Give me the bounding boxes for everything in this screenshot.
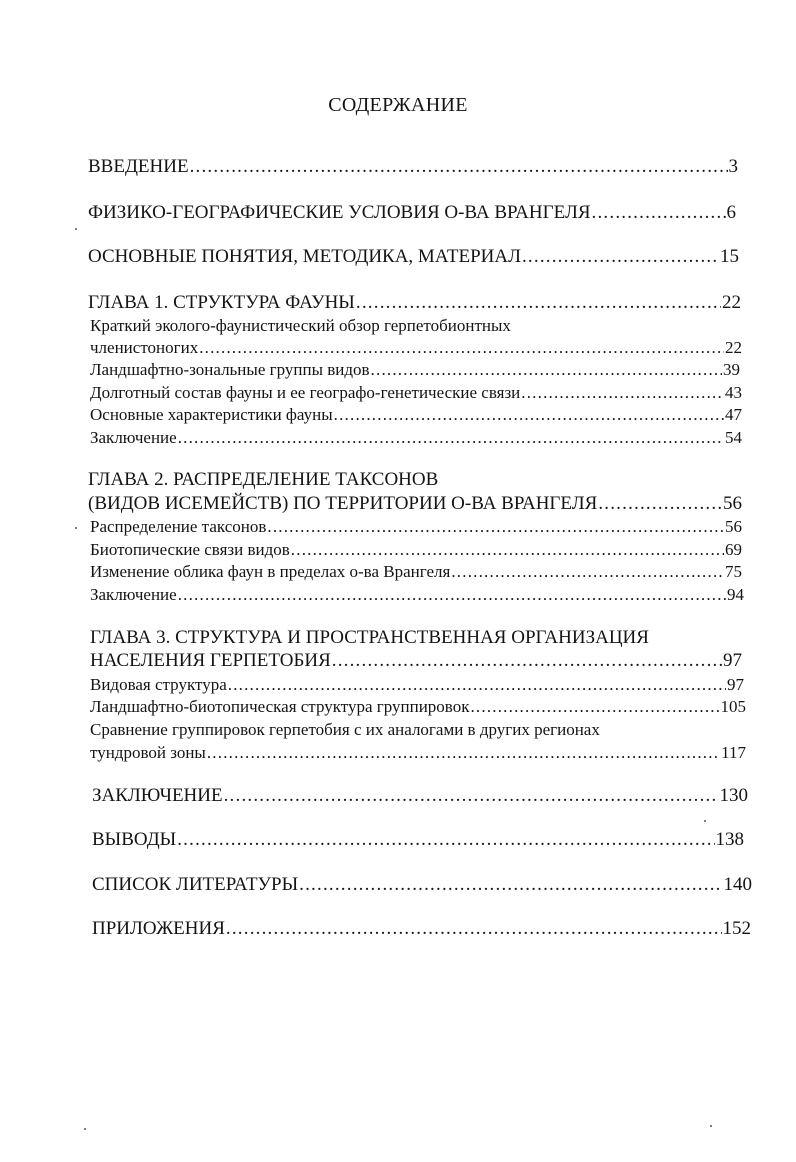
toc-entry-appendices <box>92 918 751 940</box>
toc-label: членистоногих <box>90 338 199 357</box>
toc-page: 43 <box>725 383 742 402</box>
toc-page: 56 <box>723 493 742 514</box>
toc-label: тундровой зоны <box>90 743 206 762</box>
toc-subentry <box>90 539 742 561</box>
toc-subentry <box>90 427 742 449</box>
toc-page: 105 <box>720 697 746 716</box>
scan-speck <box>75 228 77 230</box>
toc-subentry <box>90 516 742 538</box>
toc-entry-methods <box>88 246 739 268</box>
toc-page: 117 <box>721 743 746 762</box>
toc-page: 140 <box>723 874 752 895</box>
toc-subentry <box>90 382 742 404</box>
toc-label: ФИЗИКО-ГЕОГРАФИЧЕСКИЕ УСЛОВИЯ О-ВА ВРАНГЕЛЯ <box>88 202 591 223</box>
toc-label: Долготный состав фауны и ее географо-генетические связи <box>90 383 521 402</box>
dot-leader <box>451 561 724 583</box>
toc-chapter-2-line: ГЛАВА 2. РАСПРЕДЕЛЕНИЕ ТАКСОНОВ <box>88 469 439 490</box>
toc-page: 22 <box>725 338 742 357</box>
toc-entry-conclusion <box>92 785 748 807</box>
dot-leader <box>291 539 724 561</box>
toc-page: 22 <box>722 292 741 313</box>
toc-label: ОСНОВНЫЕ ПОНЯТИЯ, МЕТОДИКА, МАТЕРИАЛ <box>88 246 521 267</box>
toc-page: 130 <box>719 785 748 806</box>
toc-label: Распределение таксонов <box>90 517 267 536</box>
dot-leader <box>598 493 722 515</box>
dot-leader <box>299 874 722 896</box>
toc-page: 69 <box>725 540 742 559</box>
dot-leader <box>356 292 721 314</box>
scan-speck <box>75 527 77 529</box>
toc-page: 152 <box>722 918 751 939</box>
toc-subentry <box>90 742 746 764</box>
toc-page: 39 <box>723 360 740 379</box>
toc-label: ПРИЛОЖЕНИЯ <box>92 918 225 939</box>
toc-page: 47 <box>725 405 742 424</box>
toc-subentry-line: Сравнение группировок герпетобия с их аналогами в других регионах <box>90 720 600 739</box>
dot-leader <box>522 246 719 268</box>
toc-entry-references <box>92 874 752 896</box>
toc-subentry <box>90 696 746 718</box>
dot-leader <box>332 650 722 672</box>
toc-page: 54 <box>725 428 742 447</box>
toc-page: 75 <box>725 562 742 581</box>
toc-entry-physgeo <box>88 202 736 224</box>
toc-label: ГЛАВА 1. СТРУКТУРА ФАУНЫ <box>88 292 355 313</box>
dot-leader <box>178 584 726 606</box>
toc-page: 3 <box>728 156 738 177</box>
toc-label: СПИСОК ЛИТЕРАТУРЫ <box>92 874 299 895</box>
toc-subentry <box>90 404 742 426</box>
toc-label: Заключение <box>90 585 177 604</box>
dot-leader <box>226 918 722 940</box>
toc-label: Заключение <box>90 428 177 447</box>
dot-leader <box>371 359 722 381</box>
dot-leader <box>334 404 724 426</box>
toc-label: ЗАКЛЮЧЕНИЕ <box>92 785 223 806</box>
toc-page: 94 <box>727 585 744 604</box>
toc-subentry <box>90 561 742 583</box>
toc-entry-findings <box>92 829 744 851</box>
toc-entry-intro <box>88 156 738 178</box>
toc-label: Основные характеристики фауны <box>90 405 333 424</box>
dot-leader <box>207 742 720 764</box>
toc-label: (ВИДОВ ИСЕМЕЙСТВ) ПО ТЕРРИТОРИИ О-ВА ВРАНГЕЛЯ <box>88 493 598 514</box>
dot-leader <box>470 696 719 718</box>
scan-speck <box>710 1125 712 1127</box>
toc-label: Ландшафтно-биотопическая структура группировок <box>90 697 470 716</box>
scan-speck <box>704 820 706 822</box>
toc-label: Видовая структура <box>90 675 227 694</box>
toc-label: Изменение облика фаун в пределах о-ва Врангеля <box>90 562 451 581</box>
dot-leader <box>521 382 724 404</box>
toc-page: 56 <box>725 517 742 536</box>
toc-subentry-line: Краткий эколого-фаунистический обзор герпетобионтных <box>90 316 511 335</box>
toc-subentry <box>90 674 744 696</box>
toc-chapter-3 <box>90 650 742 672</box>
toc-label: ВВЕДЕНИЕ <box>88 156 189 177</box>
toc-subentry <box>90 337 742 359</box>
toc-label: ВЫВОДЫ <box>92 829 177 850</box>
toc-subentry <box>90 359 740 381</box>
dot-leader <box>267 516 724 538</box>
scan-speck <box>84 1128 86 1130</box>
toc-page: 6 <box>726 202 736 223</box>
dot-leader <box>177 829 714 851</box>
toc-chapter-2 <box>88 493 742 515</box>
toc-chapter-1 <box>88 292 741 314</box>
toc-page: 138 <box>715 829 744 850</box>
toc-subentry <box>90 584 744 606</box>
toc-chapter-3-line: ГЛАВА 3. СТРУКТУРА И ПРОСТРАНСТВЕННАЯ ОРГАНИЗАЦИЯ <box>90 627 649 648</box>
toc-label: Биотопические связи видов <box>90 540 290 559</box>
toc-label: Ландшафтно-зональные группы видов <box>90 360 370 379</box>
dot-leader <box>199 337 724 359</box>
dot-leader <box>228 674 726 696</box>
dot-leader <box>592 202 726 224</box>
toc-page: 97 <box>727 675 744 694</box>
toc-page: 15 <box>720 246 739 267</box>
page-title: СОДЕРЖАНИЕ <box>328 94 468 116</box>
dot-leader <box>178 427 724 449</box>
dot-leader <box>190 156 728 178</box>
toc-page: 97 <box>723 650 742 671</box>
dot-leader <box>224 785 719 807</box>
toc-label: НАСЕЛЕНИЯ ГЕРПЕТОБИЯ <box>90 650 331 671</box>
